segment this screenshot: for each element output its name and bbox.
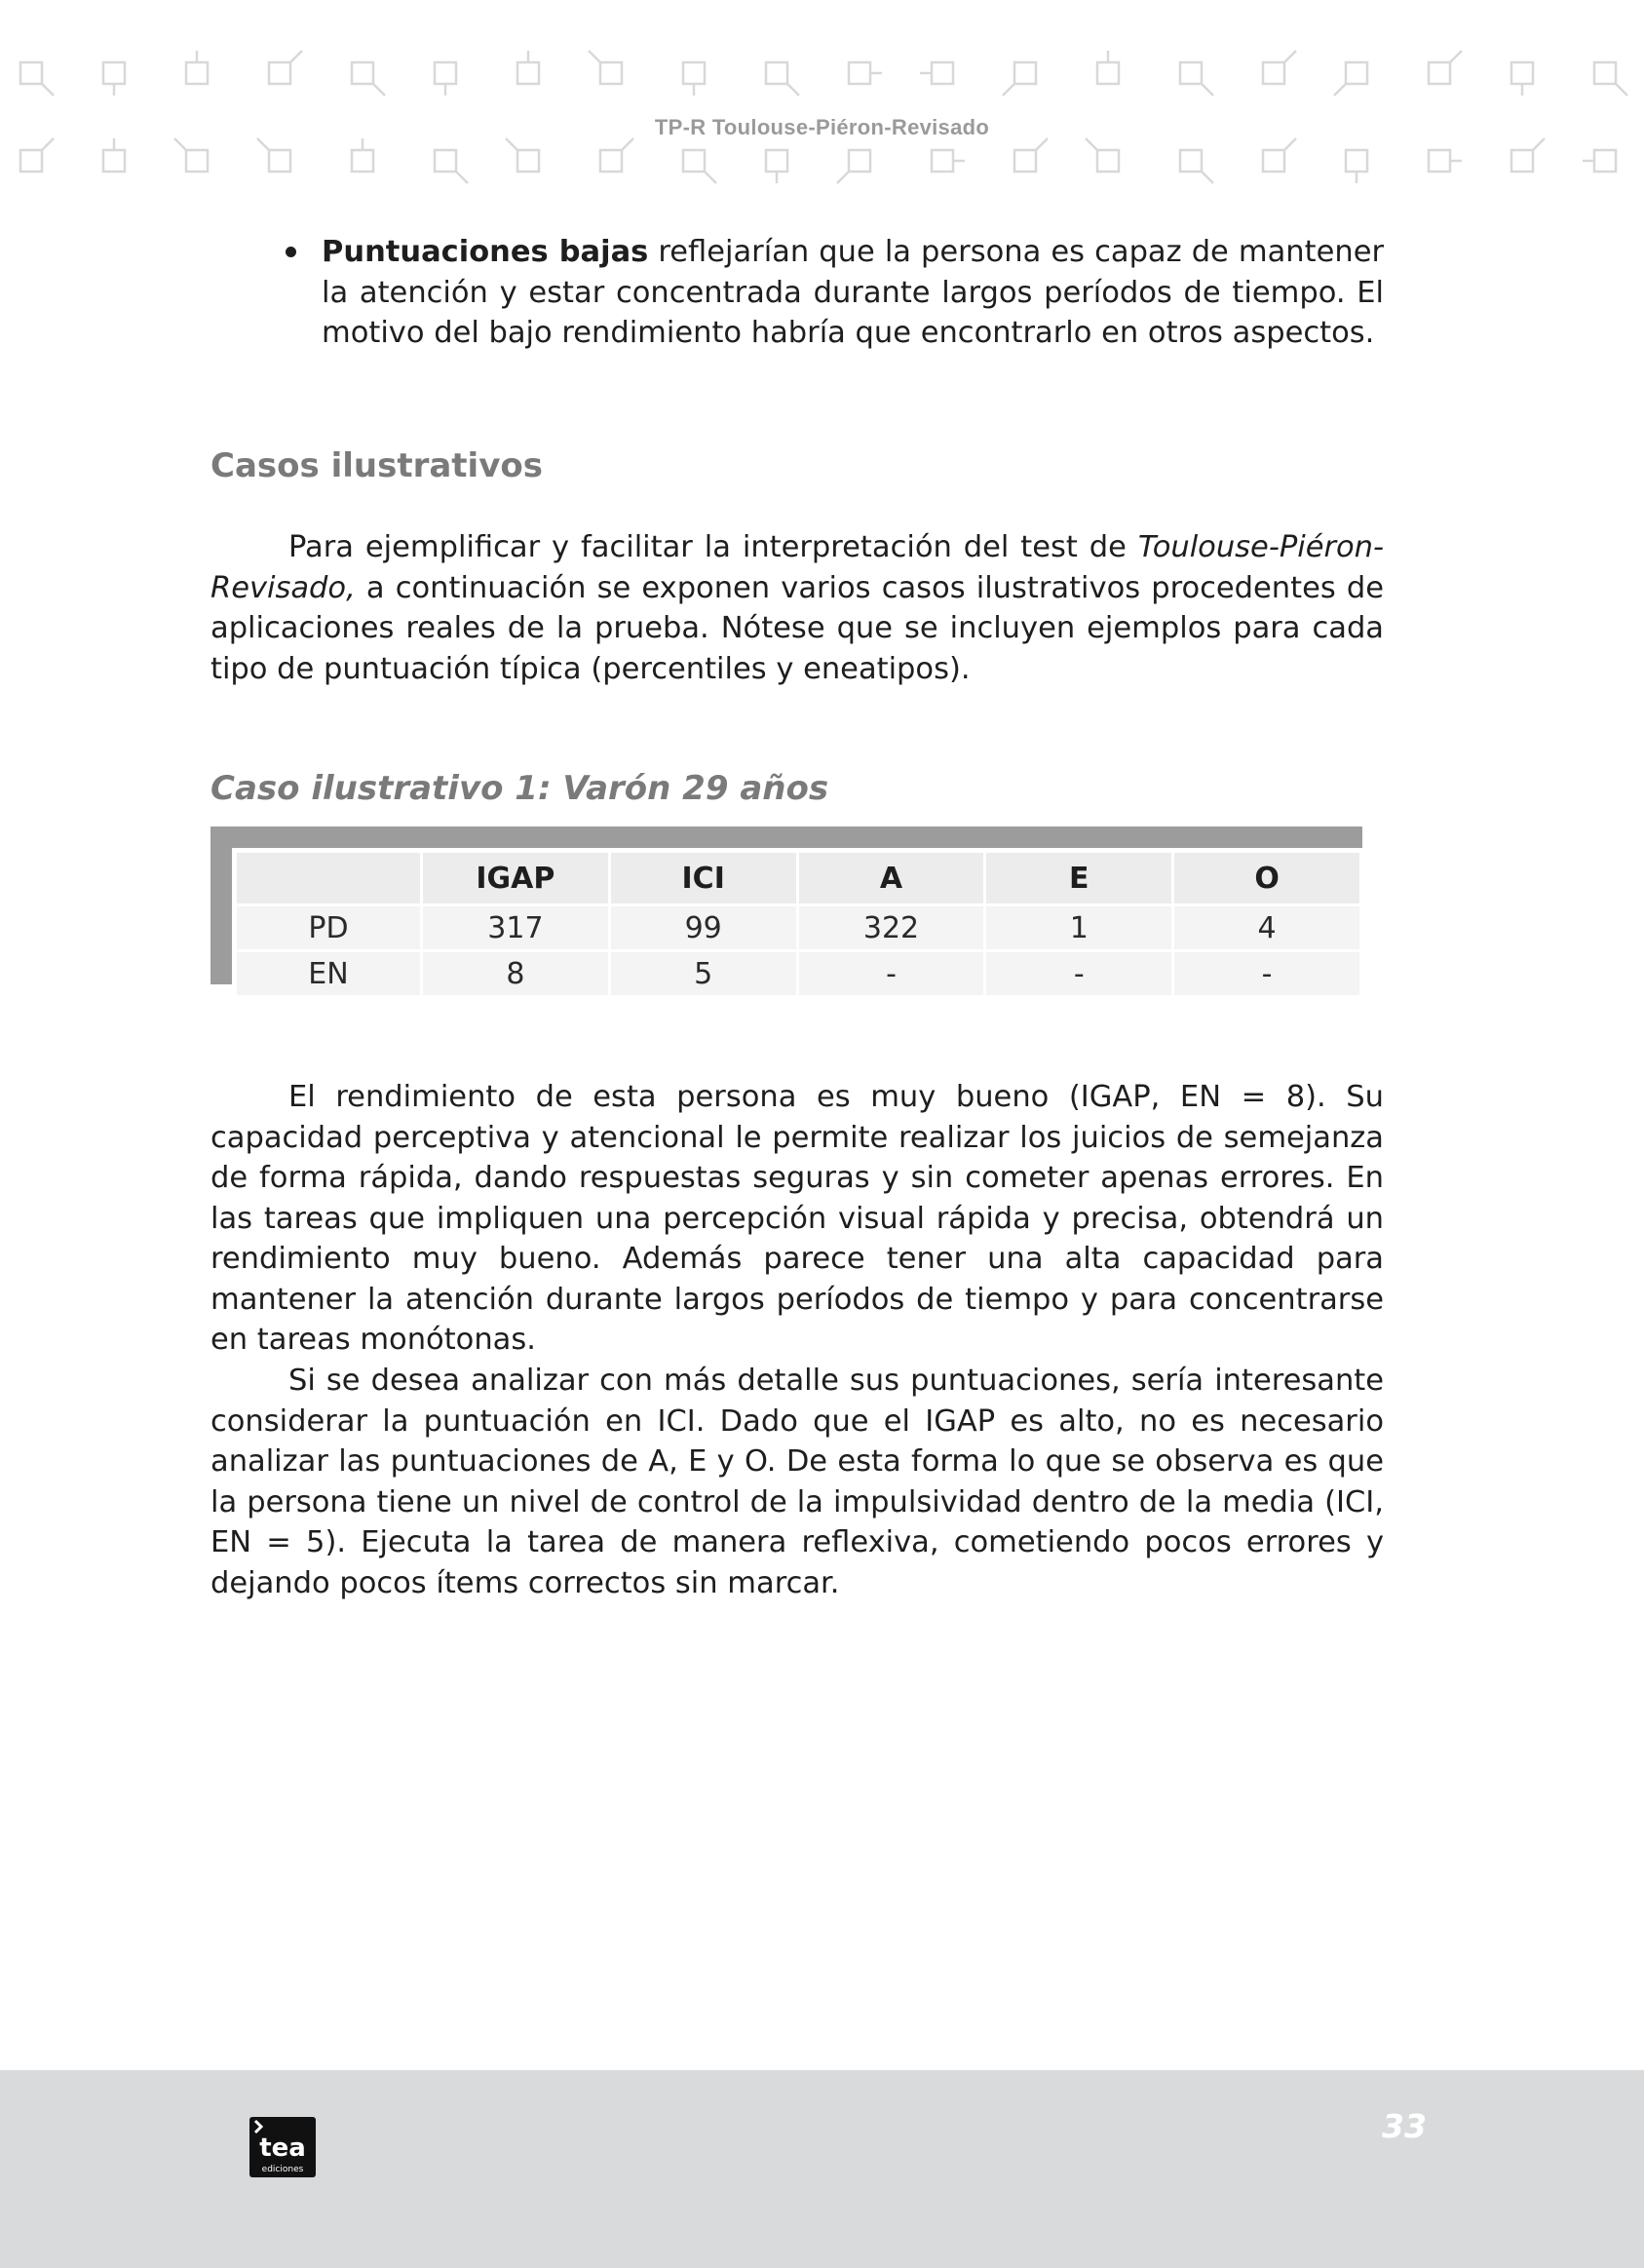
pattern-square: [766, 62, 787, 84]
pattern-square: [186, 150, 208, 172]
pattern-square: [20, 150, 42, 172]
pattern-tick: [1450, 51, 1462, 62]
bullet-text: [322, 232, 1384, 354]
pattern-square: [1263, 62, 1284, 84]
page-number: 33: [1382, 2107, 1427, 2145]
pattern-tick: [1202, 84, 1213, 96]
pattern-tick: [1003, 84, 1014, 96]
case-paragraph-1: El rendimiento de esta persona es muy bueno (IGAP, EN = 8). Su capacidad perceptiva y atencional le permite realizar los juicios de semejanza de forma rápida, dando respuestas seguras y sin cometer apenas errores. En las tareas que impliquen una percepción visual rápida y precisa, obtendrá un rendimiento muy bueno. Además parece tener una alta capacidad para mantener la atención durante largos períodos de tiempo y para concentrarse en tareas monótonas.: [210, 1080, 1384, 1357]
table-cell: -: [799, 952, 984, 995]
logo-word: tea: [259, 2133, 306, 2163]
pattern-tick: [1284, 51, 1296, 62]
pattern-tick: [589, 51, 600, 62]
pattern-square: [435, 150, 456, 172]
pattern-square: [517, 62, 539, 84]
tea-ediciones-logo: [249, 2117, 316, 2177]
pattern-square: [600, 150, 622, 172]
pattern-square: [352, 150, 373, 172]
logo-sub: ediciones: [261, 2165, 304, 2174]
section-heading: Casos ilustrativos: [210, 446, 543, 485]
case-heading: Caso ilustrativo 1: Varón 29 años: [210, 769, 829, 808]
table-frame-top-bar: [210, 826, 1362, 848]
intro-text-before: Para ejemplificar y facilitar la interpretación del test de: [288, 530, 1138, 564]
table-cell: 317: [423, 906, 608, 949]
pattern-tick: [456, 172, 468, 183]
pattern-square: [103, 150, 125, 172]
pattern-square: [1594, 150, 1616, 172]
intro-text-after: a continuación se exponen varios casos ilustrativos procedentes de aplicaciones reales de la prueba. Nótese que se incluyen ejemplos para cada tipo de puntuación típica (percentiles y eneatipos).: [210, 570, 1384, 686]
pattern-square: [269, 150, 290, 172]
pattern-square: [1180, 62, 1202, 84]
scores-table: [234, 850, 1362, 998]
pattern-square: [1097, 62, 1119, 84]
table-header-cell: [237, 853, 420, 903]
pattern-square: [683, 150, 705, 172]
pattern-square: [849, 150, 870, 172]
pattern-square: [1097, 150, 1119, 172]
pattern-tick: [373, 84, 385, 96]
pattern-square: [1594, 62, 1616, 84]
pattern-square: [20, 62, 42, 84]
table-row: [237, 906, 1359, 949]
pattern-square: [269, 62, 290, 84]
table-frame-left-bar: [210, 826, 232, 984]
running-header-title: TP-R Toulouse-Piéron-Revisado: [654, 115, 990, 139]
pattern-square: [932, 150, 953, 172]
pattern-square: [352, 62, 373, 84]
table-cell: 99: [611, 906, 796, 949]
pattern-square: [849, 62, 870, 84]
bullet-bold-lead: Puntuaciones bajas: [322, 235, 649, 269]
table-header-cell: E: [986, 853, 1171, 903]
intro-test-name: Toulouse-Piéron-Revisado,: [210, 530, 1384, 605]
pattern-square: [683, 62, 705, 84]
pattern-tick: [1616, 84, 1627, 96]
pattern-tick: [837, 172, 849, 183]
page-footer: [0, 2070, 1644, 2268]
table-header-cell: O: [1174, 853, 1359, 903]
pattern-square: [766, 150, 787, 172]
pattern-square: [1263, 150, 1284, 172]
pattern-square: [1511, 62, 1533, 84]
table-cell: 1: [986, 906, 1171, 949]
table-header-row: [237, 853, 1359, 903]
table-cell: -: [1174, 952, 1359, 995]
case-paragraph-2: Si se desea analizar con más detalle sus puntuaciones, sería interesante considerar la puntuación en ICI. Dado que el IGAP es alto, no es necesario analizar las puntuaciones de A, E y O. De esta forma lo que se observa es que la persona tiene un nivel de control de la impulsividad dentro de la media (ICI, EN = 5). Ejecuta la tarea de manera reflexiva, cometiendo pocos errores y dejando pocos ítems correctos sin marcar.: [210, 1364, 1384, 1600]
pattern-tick: [1334, 84, 1346, 96]
table-row: [237, 952, 1359, 995]
pattern-tick: [705, 172, 716, 183]
table-header-cell: ICI: [611, 853, 796, 903]
table-cell: 5: [611, 952, 796, 995]
pattern-tick: [787, 84, 799, 96]
pattern-square: [600, 62, 622, 84]
bullet-dot-icon: [286, 247, 296, 257]
pattern-square: [1346, 62, 1367, 84]
pattern-square: [1180, 150, 1202, 172]
pattern-square: [932, 62, 953, 84]
pattern-square: [1014, 150, 1036, 172]
pattern-square: [1346, 150, 1367, 172]
bullet-item-low-scores: [286, 232, 1384, 354]
table-cell: -: [986, 952, 1171, 995]
table-cell: 322: [799, 906, 984, 949]
pattern-square: [1511, 150, 1533, 172]
pattern-square: [435, 62, 456, 84]
scores-table-frame: [210, 826, 1362, 1004]
pattern-square: [1429, 150, 1450, 172]
table-cell: 8: [423, 952, 608, 995]
table-header-cell: A: [799, 853, 984, 903]
table-cell: EN: [237, 952, 420, 995]
pattern-tick: [290, 51, 302, 62]
table-cell: PD: [237, 906, 420, 949]
pattern-square: [517, 150, 539, 172]
bullet-body: reflejarían que la persona es capaz de mantener la atención y estar concentrada durante largos períodos de tiempo. El motivo del bajo rendimiento habría que encontrarlo en otros aspectos.: [322, 235, 1384, 350]
pattern-tick: [42, 84, 54, 96]
section-intro-paragraph: [210, 527, 1384, 689]
pattern-square: [103, 62, 125, 84]
table-header-cell: IGAP: [423, 853, 608, 903]
table-cell: 4: [1174, 906, 1359, 949]
pattern-square: [186, 62, 208, 84]
pattern-square: [1429, 62, 1450, 84]
pattern-tick: [1202, 172, 1213, 183]
pattern-square: [1014, 62, 1036, 84]
